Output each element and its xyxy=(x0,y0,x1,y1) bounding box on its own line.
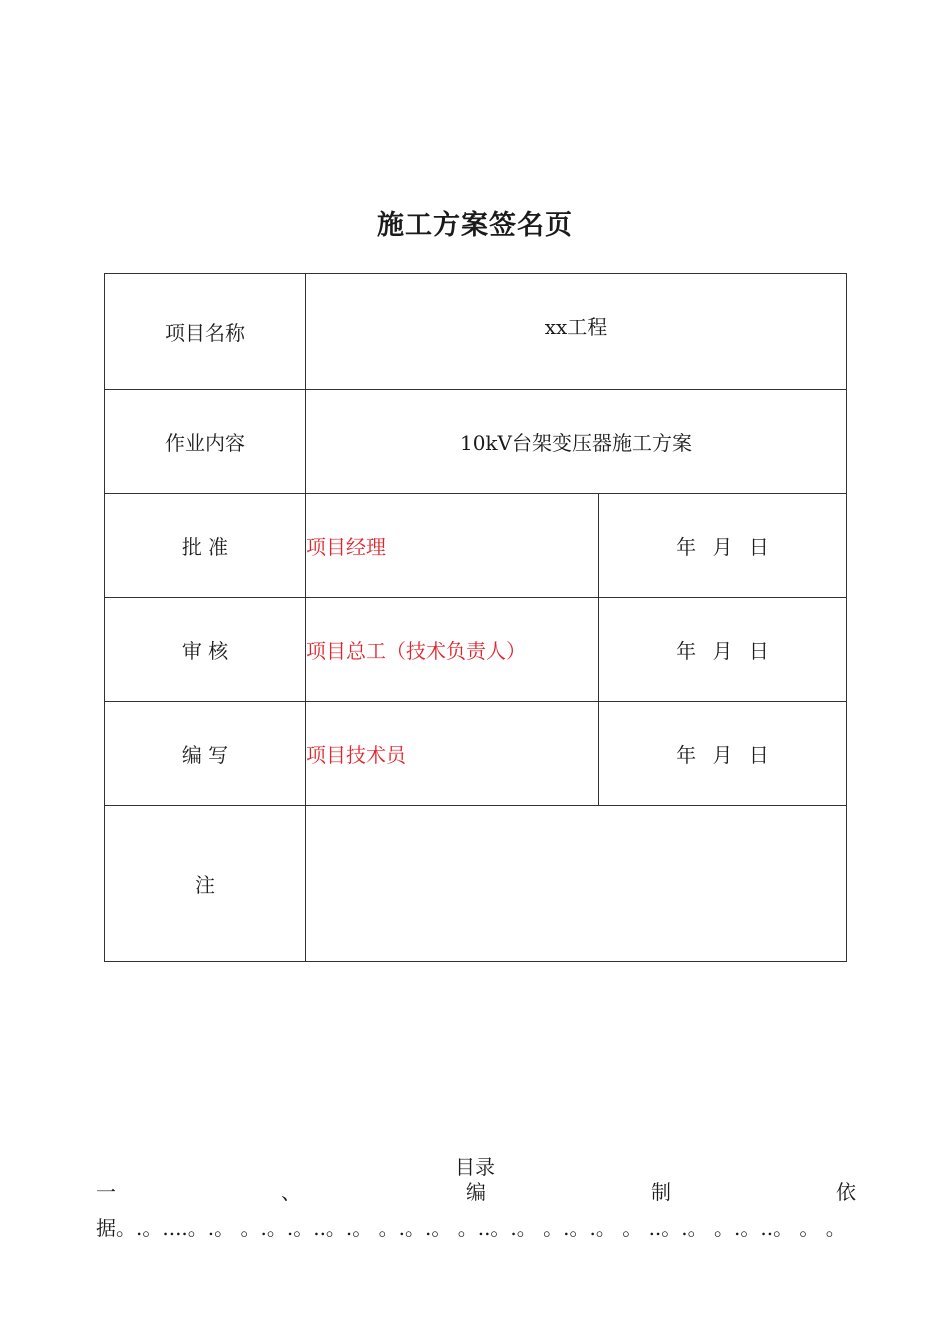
project-name-label: 项目名称 xyxy=(105,274,306,390)
project-name-value: xx工程 xyxy=(306,274,847,390)
note-label: 注 xyxy=(105,806,306,962)
review-date: 年 月 日 xyxy=(599,598,847,702)
approve-date: 年 月 日 xyxy=(599,494,847,598)
row-review xyxy=(105,598,847,702)
row-note xyxy=(105,806,847,962)
approve-label: 批 准 xyxy=(105,494,306,598)
toc-char: 一 xyxy=(96,1180,116,1204)
row-work-content xyxy=(105,390,847,494)
toc-char: 、 xyxy=(281,1180,301,1204)
compile-date: 年 月 日 xyxy=(599,702,847,806)
row-approve xyxy=(105,494,847,598)
work-content-label: 作业内容 xyxy=(105,390,306,494)
note-value xyxy=(306,806,847,962)
toc-title: 目录 xyxy=(455,1155,495,1179)
toc-char: 依 xyxy=(836,1180,856,1204)
review-label: 审 核 xyxy=(105,598,306,702)
compile-role: 项目技术员 xyxy=(306,702,599,806)
approve-role: 项目经理 xyxy=(306,494,599,598)
toc-char: 制 xyxy=(651,1180,671,1204)
toc-line-1 xyxy=(96,1176,856,1206)
page-title: 施工方案签名页 xyxy=(377,210,573,241)
signature-table xyxy=(104,273,847,962)
review-role: 项目总工（技术负责人） xyxy=(306,598,599,702)
toc-line-2: 据。.。....。.。 。.。.。..。.。 。.。.。 。..。.。 。.。.。 。 ..。.。 。.。..。 。 。 xyxy=(96,1216,846,1240)
row-compile xyxy=(105,702,847,806)
compile-label: 编 写 xyxy=(105,702,306,806)
row-project-name xyxy=(105,274,847,390)
toc-char: 编 xyxy=(466,1180,486,1204)
work-content-value: 10kV台架变压器施工方案 xyxy=(306,390,847,494)
